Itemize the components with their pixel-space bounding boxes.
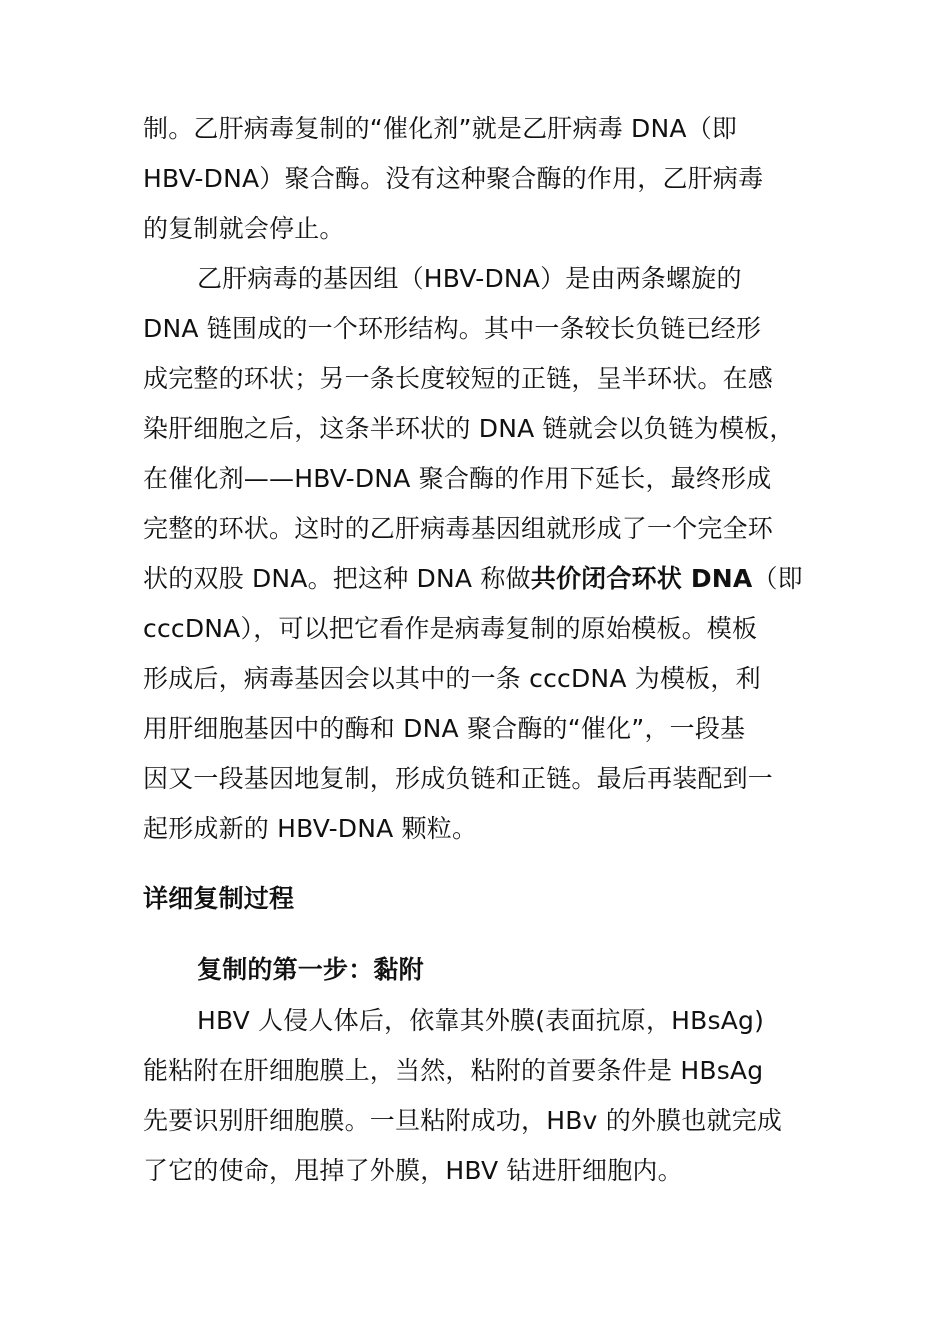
- text-line: 成完整的环状；另一条长度较短的正链，呈半环状。在感: [143, 364, 774, 393]
- text-line: 能粘附在肝细胞膜上，当然，粘附的首要条件是 HBsAg: [143, 1056, 764, 1085]
- text-line: 起形成新的 HBV-DNA 颗粒。: [143, 814, 478, 843]
- text-line-with-term: [143, 554, 811, 604]
- text-line: 的复制就会停止。: [143, 214, 345, 243]
- text-line: 先要识别肝细胞膜。一旦粘附成功，HBv 的外膜也就完成: [143, 1106, 783, 1135]
- text-line: 形成后，病毒基因会以其中的一条 cccDNA 为模板，利: [143, 664, 761, 693]
- step-heading: [143, 945, 811, 995]
- text-line: HBV 人侵人体后，依靠其外膜(表面抗原，HBsAg): [197, 1006, 765, 1035]
- paragraph-replication-catalyst: [143, 104, 811, 254]
- text-line: 用肝细胞基因中的酶和 DNA 聚合酶的“催化”，一段基: [143, 714, 746, 743]
- text-line: 制。乙肝病毒复制的“催化剂”就是乙肝病毒 DNA（即: [143, 114, 738, 143]
- text-segment: （即: [752, 564, 803, 593]
- text-line: 完整的环状。这时的乙肝病毒基因组就形成了一个完全环: [143, 514, 774, 543]
- heading-text: 复制的第一步：黏附: [197, 955, 424, 984]
- text-line: cccDNA），可以把它看作是病毒复制的原始模板。模板: [143, 614, 758, 643]
- text-segment: 状的双股 DNA。把这种 DNA 称做: [143, 564, 531, 593]
- text-line: 因又一段基因地复制，形成负链和正链。最后再装配到一: [143, 764, 774, 793]
- text-line: 染肝细胞之后，这条半环状的 DNA 链就会以负链为模板，: [143, 414, 795, 443]
- section-heading: [143, 874, 811, 924]
- text-line: 乙肝病毒的基因组（HBV-DNA）是由两条螺旋的: [197, 264, 742, 293]
- text-line: HBV-DNA）聚合酶。没有这种聚合酶的作用，乙肝病毒: [143, 164, 764, 193]
- bold-term-cccdna: 共价闭合环状 DNA: [530, 564, 753, 593]
- paragraph-attachment: [143, 996, 811, 1196]
- text-line: 在催化剂——HBV-DNA 聚合酶的作用下延长，最终形成: [143, 464, 772, 493]
- text-line: DNA 链围成的一个环形结构。其中一条较长负链已经形: [143, 314, 762, 343]
- heading-text: 详细复制过程: [143, 884, 295, 913]
- text-line: 了它的使命，甩掉了外膜，HBV 钻进肝细胞内。: [143, 1156, 683, 1185]
- paragraph-genome-structure: [143, 254, 811, 854]
